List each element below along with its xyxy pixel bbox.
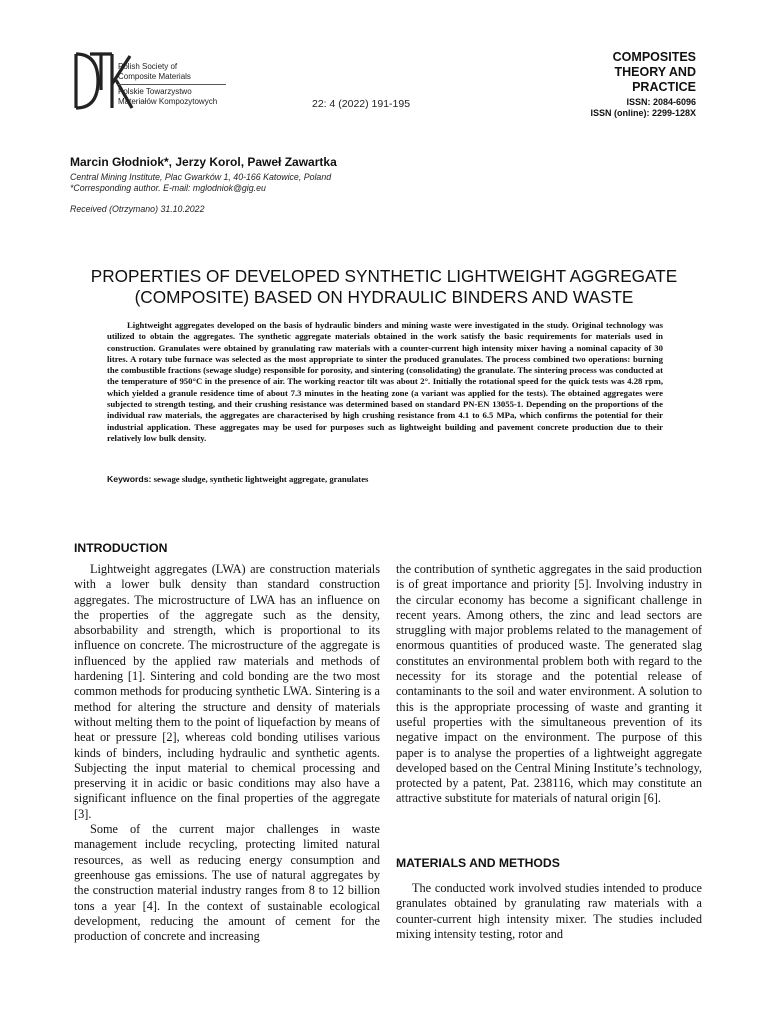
- society-pl-line-2: Materiałów Kompozytowych: [118, 97, 218, 106]
- society-line-1: Polish Society of: [118, 62, 178, 71]
- authors: Marcin Głodniok*, Jerzy Korol, Paweł Zawartka: [70, 155, 337, 169]
- keywords-label: Keywords:: [107, 474, 152, 484]
- journal-line-2: THEORY AND: [614, 65, 696, 79]
- journal-line-1: COMPOSITES: [612, 50, 696, 64]
- right-column: [396, 562, 702, 807]
- issn-block: [590, 97, 696, 119]
- intro-paragraph-2: Some of the current major challenges in waste management include recycling, protecting limited natural resources, as well as reducing energy consumption and greenhouse gas emissions. The use of natural aggregates by the construction material industry ranges from 8 to 12 billion tons a year [4]. In the context of sustainable ecological development, reducing the amount of cement for the production of concrete and increasing: [74, 822, 380, 944]
- corresponding-author: *Corresponding author. E-mail: mglodniok@gig.eu: [70, 183, 266, 193]
- society-divider: [118, 84, 226, 85]
- intro-paragraph-continued: the contribution of synthetic aggregates in the said production is of great importance and priority [5]. Involving industry in the circular economy has become a significant challenge in recent years. Among others, the zinc and lead sectors are struggling with major problems related to the management of enormous quantities of produced waste. The generated slag constitutes an environmental problem both with regard to the necessity for its storage and the potential release of contaminants to the soil and water environment. A solution to this is the appropriate processing of waste and granting it useful properties with the simultaneous prevention of its negative impact on the environment. The purpose of this paper is to analyse the properties of a lightweight aggregate developed based on the Central Mining Institute’s technology, protected by a patent, Pat. 238116, which may constitute an attractive substitute for materials of natural origin [6].: [396, 562, 702, 806]
- affiliation-block: [70, 172, 331, 194]
- heading-materials-methods: MATERIALS AND METHODS: [396, 856, 560, 870]
- materials-methods-column: [396, 881, 702, 942]
- society-line-2: Composite Materials: [118, 72, 191, 81]
- mm-paragraph-1: The conducted work involved studies intended to produce granulates obtained by granulating raw materials with a counter-current high intensity mixer. The studies included mixing intensity testing, rotor and: [396, 881, 702, 941]
- issue-info: 22: 4 (2022) 191-195: [312, 98, 411, 110]
- issn: ISSN: 2084-6096: [626, 97, 696, 107]
- received-date: Received (Otrzymano) 31.10.2022: [70, 204, 205, 214]
- title-line-2: (COMPOSITE) BASED ON HYDRAULIC BINDERS AND WASTE: [134, 287, 634, 307]
- heading-introduction: INTRODUCTION: [74, 541, 168, 555]
- issn-online: ISSN (online): 2299-128X: [590, 108, 696, 118]
- left-column: [74, 562, 380, 944]
- journal-line-3: PRACTICE: [632, 80, 696, 94]
- intro-paragraph-1: Lightweight aggregates (LWA) are construction materials with a lower bulk density than standard construction aggregates. The microstructure of LWA has an influence on the properties of the aggregate such as the density, absorbability and strength, which is proportional to its influence on concrete. The microstructure of the aggregate is influenced by the applied raw materials and methods of hardening [1]. Sintering and cold bonding are the two most common methods for producing synthetic LWA. Sintering is a method for altering the structure and density of materials without melting them to the point of liquefaction by means of heat or pressure [2], whereas cold bonding utilises various kinds of binders, including hydraulic and synthetic agents. Subjecting the input material to chemical processing and preserving it in acidic or basic conditions may also have a significant influence on the final properties of the aggregate [3].: [74, 562, 380, 821]
- society-pl-line-1: Polskie Towarzystwo: [118, 87, 192, 96]
- affiliation: Central Mining Institute, Plac Gwarków 1, 40-166 Katowice, Poland: [70, 172, 332, 182]
- keywords: [107, 474, 368, 484]
- paper-title: [70, 266, 698, 308]
- society-name: [118, 62, 226, 107]
- title-line-1: PROPERTIES OF DEVELOPED SYNTHETIC LIGHTWEIGHT AGGREGATE: [90, 266, 678, 286]
- abstract: Lightweight aggregates developed on the basis of hydraulic binders and mining waste were investigated in the study. Original technology was utilized to obtain the aggregates. The synthetic aggregate materials obtained in the work satisfy the basic requirements for materials used in construction. Granulates were obtained by granulating raw materials with a counter-current high intensity mixer having a nominal capacity of 30 litres. A rotary tube furnace was selected as the most appropriate to sinter the produced granulates. The process combined two operations: burning the combustible fractions (sewage sludge) responsible for porosity, and sintering (consolidating) the granulate. The sintering process was conducted at the temperature of 950°C in the presence of air. The working reactor tilt was about 2°. Initially the rotational speed for the quick tests was 4.28 rpm, which yielded a granule residence time of about 7.3 minutes in the heating zone (a variant was applied for the tests). The obtained aggregates were subjected to strength testing, and their crushing resistance was determined based on standard PN-EN 13055-1. Depending on the proportions of the individual raw materials, the aggregates are characterised by high crushing resistance from 4.1 to 6.5 MPa, which confirms the potential for their industrial application. These aggregates may be used for purposes such as lightweight building and pavement concrete production due to their relatively low bulk density.: [107, 320, 663, 443]
- keywords-text: sewage sludge, synthetic lightweight aggregate, granulates: [153, 474, 369, 484]
- journal-name: [613, 50, 696, 95]
